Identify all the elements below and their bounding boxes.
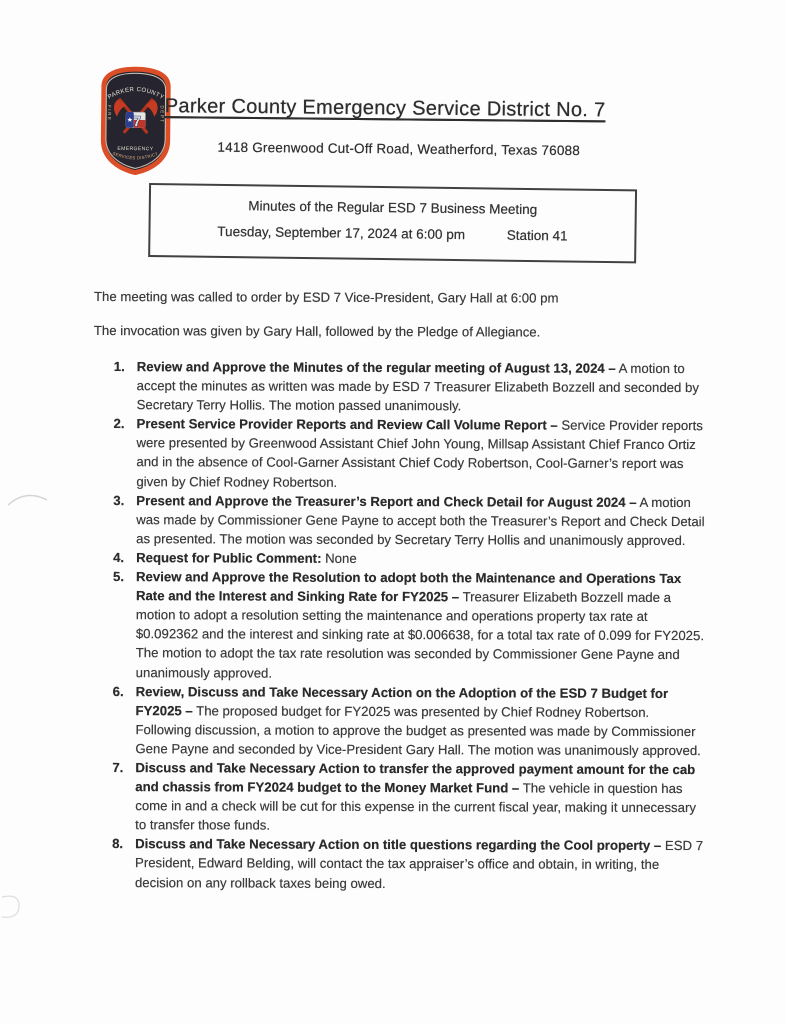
agenda-item-body: The proposed budget for FY2025 was presented by Chief Rodney Robertson. Following discussion, a motion to approve the budget as presented was made by Commissioner Gene Payne and seconded by Vice-President Gary Hall. The motion was unanimously approved. [135,703,701,758]
agenda-item-number: 5. [113,569,125,585]
agenda-item-number: 1. [113,359,125,375]
badge-dept-text: DEPT [159,105,165,124]
agenda-item-body: Service Provider reports were presented by Greenwood Assistant Chief John Young, Millsap Assistant Chief Franco Ortiz and in the absence of Cool-Garner Assistant Chief Cody Robertson, Cool-Garner’s report was given by Chief Rodney Robertson. [136,417,703,490]
agenda-item-heading: Present and Approve the Treasurer’s Report and Check Detail for August 2024 – [136,492,637,510]
call-to-order-paragraph: The meeting was called to order by ESD 7 Vice-President, Gary Hall at 6:00 pm [93,288,559,306]
agenda-item-body: None [321,550,357,566]
agenda-item-heading: Present Service Provider Reports and Review Call Volume Report – [136,416,558,433]
agenda-item-heading: Discuss and Take Necessary Action on title questions regarding the Cool property – [135,836,662,854]
fire-department-badge-logo [95,65,176,176]
document-header [0,0,786,286]
organization-address: 1418 Greenwood Cut-Off Road, Weatherford, Texas 76088 [217,139,581,159]
badge-number: 7 [133,114,142,131]
agenda-item [112,834,708,893]
agenda-item-number: 2. [113,416,125,432]
agenda-item-number: 7. [112,760,124,776]
agenda-item-body: The vehicle in question has come in and a check will be cut for this expense in the current fiscal year, making it unnecessary to transfer those funds. [135,780,697,833]
agenda-item [112,682,708,760]
agenda-item-heading: Review, Discuss and Take Necessary Action on the Adoption of the ESD 7 Budget for FY2025 – [135,683,669,719]
agenda-item-number: 4. [113,549,125,566]
badge-services-district-text: SERVICES DISTRICT [111,150,159,161]
agenda-list [112,357,710,894]
scan-artifact-corner [0,893,34,927]
agenda-item [113,548,709,569]
agenda-item-number: 8. [112,836,124,852]
agenda-item-body: ESD 7 President, Edward Belding, will contact the tax appraiser’s office and obtain, in writing, the decision on any rollback taxes being owed. [134,838,704,891]
agenda-item-heading: Review and Approve the Minutes of the regular meeting of August 13, 2024 – [136,359,616,376]
agenda-item [112,758,708,836]
agenda-item [114,357,710,416]
meeting-title: Minutes of the Regular ESD 7 Business Meeting [248,198,538,218]
agenda-item-number: 3. [113,492,125,508]
organization-title: Parker County Emergency Service District No. 7 [164,95,606,122]
meeting-info-box [148,183,637,263]
meeting-datetime-line [150,223,634,244]
agenda-item-heading: Request for Public Comment: [136,550,322,566]
agenda-item-body: A motion was made by Commissioner Gene Payne to accept both the Treasurer’s Report and Check Detail as presented. The motion was seconded by Secretary Terry Hollis and unanimously approved. [136,494,705,548]
badge-top-arc-text: PARKER COUNTY [107,87,165,102]
agenda-item-body: A motion to accept the minutes as written was made by ESD 7 Treasurer Elizabeth Bozzell and seconded by Secretary Terry Hollis. The motion passed unanimously. [136,360,699,414]
agenda-item [113,491,709,550]
meeting-location: Station 41 [506,227,568,244]
agenda-item-body: Treasurer Elizabeth Bozzell made a motion to adopt a resolution setting the maintenance and operations property tax rate at $0.092362 and the interest and sinking rate at $0.006638, for a total tax rate of 0.099 for FY2025. The motion to adopt the tax rate resolution was seconded by Commissioner Gene Payne and unanimously approved. [135,589,705,681]
agenda-item-number: 6. [112,683,124,699]
invocation-paragraph: The invocation was given by Gary Hall, followed by the Pledge of Allegiance. [93,322,541,340]
meeting-datetime: Tuesday, September 17, 2024 at 6:00 pm [217,223,466,243]
agenda-item-heading: Review and Approve the Resolution to adopt both the Maintenance and Operations Tax Rate and the Interest and Sinking Rate for FY2025 – [135,569,682,605]
badge-fire-text: FIRE [106,104,113,122]
agenda-item-heading: Discuss and Take Necessary Action to transfer the approved payment amount for the cab and chassis from FY2024 budget to the Money Market Fund – [135,760,696,796]
texas-flag-shield [126,112,146,130]
agenda-item [113,567,709,684]
badge-emergency-text: EMERGENCY [117,145,154,153]
scan-artifact-arc [2,483,62,523]
agenda-item [113,414,709,492]
